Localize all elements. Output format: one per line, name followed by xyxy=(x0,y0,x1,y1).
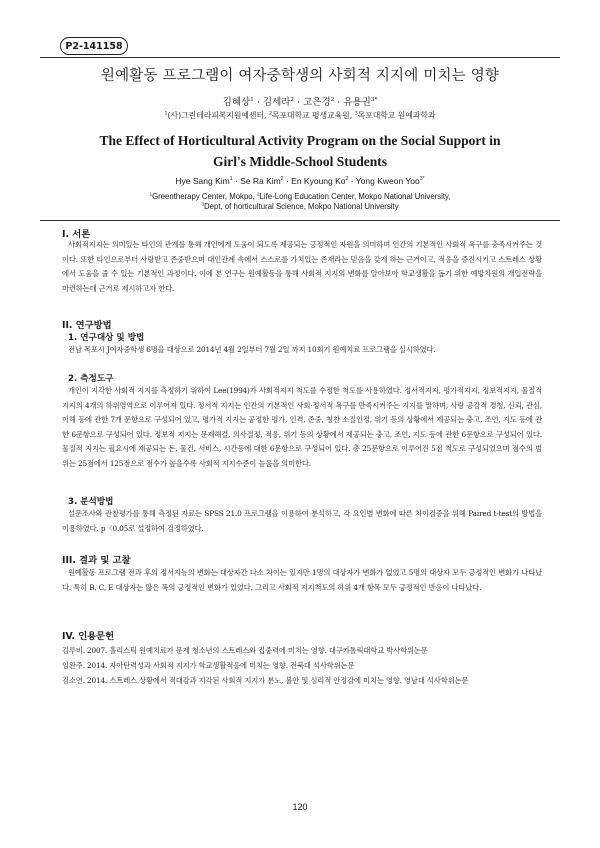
author-ko-3: 고은경$^2$ xyxy=(303,96,335,108)
english-title-line-2: Girl's Middle-School Students xyxy=(212,154,388,169)
section-heading-intro: I. 서론 xyxy=(62,229,91,240)
subsection-heading-instruments: 2. 측정도구 xyxy=(68,374,114,384)
author-en-2: Se Ra Kim$^2$ xyxy=(240,176,284,186)
results-paragraph: 원예활동 프로그램 전과 후의 정서지능의 변화는 대상자간 다소 차이는 있지만 1명의 대상자가 변화가 없었고 5명의 대상자 모두 긍정적인 변화가 나타났다. 특히 B, C, E 대상자는 많은 폭의 긍정적인 변화가 있었다. 그리고 사회적 지지척도의 하위 4개 항목 모두 긍정적인 반응이 나타났다. xyxy=(62,568,542,592)
author-en-4: Yong Kweon Yoo$^{3*}$ xyxy=(355,176,425,186)
korean-title: 원예활동 프로그램이 여자중학생의 사회적 지지에 미치는 영향 xyxy=(100,68,500,84)
subsection-heading-subjects: 1. 연구대상 및 방법 xyxy=(68,333,145,343)
author-ko-1: 김혜상$^1$ xyxy=(222,96,254,108)
header-rule xyxy=(40,57,560,58)
subjects-paragraph: 전남 목포시 J여자중학생 6명을 대상으로 2014년 4월 2일부터 7월 2일 까지 10회기 원예치료 프로그램을 실시하였다. xyxy=(68,345,436,354)
page-id-badge: P2-141158 xyxy=(60,37,128,55)
author-ko-4: 유용권$^{3*}$ xyxy=(343,96,378,108)
instruments-paragraph: 개인이 지각한 사회적 지지를 측정하기 위하여 Lee(1994)가 사회적지지 척도를 수정한 척도를 사용하였다. 정서적지지, 평가적지지, 정보적지지, 물질적지지의 4개의 하위영역으로 이루어져 있다. 정서적 지지는 인간의 기본적인 사회·정서적 욕구를 만족시켜주는 지지를 말하며, 사랑 공감적 경청, 신뢰, 관심, 이해 등에 관한 7개 문항으로 구성되어 있고, 평가적 지지는 공정한 평가, 인격, 존중, 칭찬 소질인정, 위기 등의 상황에서 제공되는 충고, 조언, 지도 등에 관한 6문항으로 구성되어 있다. 정보적 지지는 문제해결, 의사결정, 적응, 위기 등의 상황에서 제공되는 충고, 조언, 지도 등에 관한 6문항으로 구성되어 있다. 물질적 지지는 필요시에 제공되는 돈, 물건, 서비스, 시간등에 대한 6문항으로 구성되어 있다. 총 25문항으로 이루어진 5점 척도로 구성되었으며 점수의 범위는 25점에서 125점으로 점수가 높을수록 사회적 지지수준이 높음을 의미한다. xyxy=(62,386,542,468)
author-ko-2: 김세라$^2$ xyxy=(262,96,295,108)
page-number: 120 xyxy=(292,802,308,812)
korean-authors: 김혜상$^1$ · 김세라$^2$ · 고은경$^2$ · 유용권$^{3*}$ xyxy=(222,96,378,108)
reference-item: 김루비. 2007. 홀리스틱 원예치료가 문제 청소년의 스트레스와 집중력에 미치는 영향. 대구카톨릭대학교 박사학위논문 xyxy=(62,646,428,655)
author-en-1: Hye Sang Kim$^1$ xyxy=(175,176,233,186)
title-block-divider xyxy=(40,220,560,221)
section-heading-references: IV. 인용문헌 xyxy=(62,631,115,642)
subsection-heading-analysis: 3. 분석방법 xyxy=(68,497,114,507)
reference-list xyxy=(62,644,546,688)
section-heading-results: III. 결과 및 고찰 xyxy=(62,555,131,566)
english-authors: Hye Sang Kim$^1$ · Se Ra Kim$^2$ · En Kyoung $Ko^2$ · Yong Kweon Yoo$^{3*}$ xyxy=(175,176,425,186)
analysis-paragraph: 설문조사와 관찰평가를 통해 측정된 자료는 SPSS 21.0 프로그램을 이용하여 분석하고, 각 요인별 변화에 따른 차이검증을 위해 Paired t-test의 방법을 이용하였다. p〈0.05로 설정하여 검정하였다. xyxy=(62,509,542,533)
section-heading-methods: II. 연구방법 xyxy=(62,320,112,331)
english-title-line-1: The Effect of Horticultural Activity Program on the Social Support in xyxy=(99,133,501,148)
english-affiliations: $^1$Greentherapy Center, Mokpo, $^2$Life-Long Education Center, Mokpo National University, $^3$Dept, of horticultural Science, Mokpo National University xyxy=(149,191,451,211)
korean-affiliations: $^1$(사)그린테라피복지원예센터, $^2$목포대학교 평생교육원, $^3$목포대학교 원예과학과 xyxy=(164,111,436,120)
author-en-3: En Kyoung Ko$^2$ xyxy=(291,176,349,186)
intro-paragraph: 사회적지지는 의미있는 타인의 관계를 통해 개인에게 도움이 되도록 제공되는 긍정적인 자원을 의미하며 인간의 기본적인 사회적 욕구를 충족시켜주는 것이다. 또한 타인으로부터 사랑받고 존중받으며 대인관계 속에서 스스로를 가치있는 존재라는 믿음을 갖게 하는 근거이고, 적응을 증진시키고 스트레스 상황에서 도움을 줄 수 있는 기본적인 과정이다. 이에 본 연구는 원예활동을 통해 사회적 지지의 변화를 알아보아 학교생활을 돕기 위한 예방차원의 개입전략을 마련하는데 근거로 제시하고자 한다. xyxy=(62,240,542,293)
reference-item: 김소연. 2014. 스트레스 상황에서 적대감과 지각된 사회적 지지가 분노, 불안 및 심리적 안정감에 미치는 영향. 영남대 석사학위논문 xyxy=(62,675,469,685)
english-title xyxy=(40,130,560,172)
reference-item: 임완주. 2014. 자아탄력성과 사회적 지지가 학교생활적응에 미치는 영향. 전북대 석사학위논문 xyxy=(62,660,355,670)
